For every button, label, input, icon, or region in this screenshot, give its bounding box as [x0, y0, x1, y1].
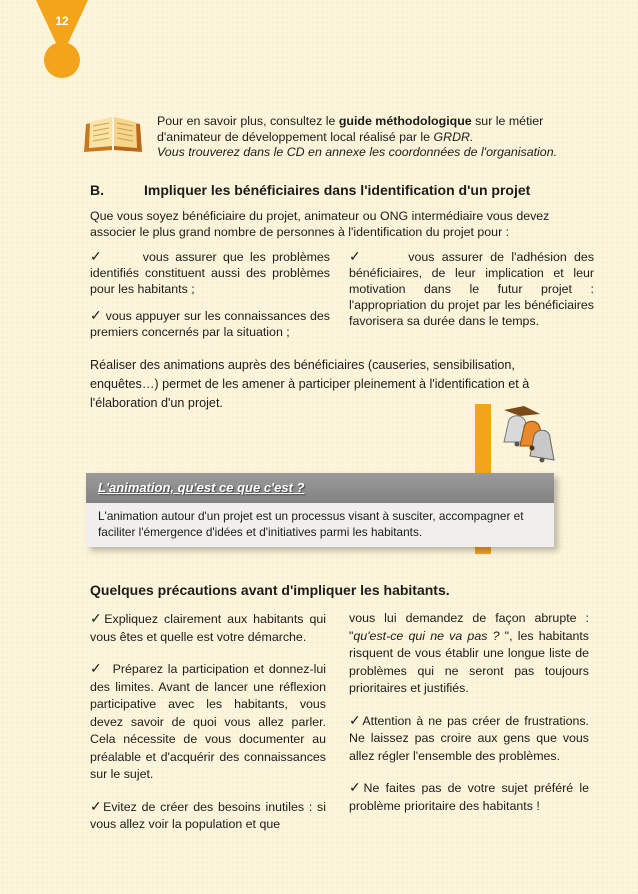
- check-icon: ✓: [90, 660, 104, 676]
- list-item: ✓ vous appuyer sur les connaissances des premiers concernés par la situation ;: [90, 307, 330, 339]
- continuation-text: vous lui demandez de façon abrupte : "qu'est-ce qui ne va pas ? ", les habitants risquent de vous établir une longue liste de problèmes qui ne seront pas toujours prioritaires et justifiés.: [349, 611, 590, 695]
- section-b-heading: [90, 182, 570, 198]
- list-item: ✓Ne faites pas de votre sujet préféré le problème prioritaire des habitants !: [349, 779, 590, 813]
- check-icon: ✓: [90, 797, 104, 814]
- precautions-heading: Quelques précautions avant d'impliquer les habitants.: [90, 582, 450, 598]
- check-icon: ✓: [349, 779, 364, 795]
- info-text: Pour en savoir plus, consultez le: [157, 114, 339, 128]
- check-icon: ✓: [90, 248, 105, 264]
- left-list: [90, 248, 330, 350]
- section-letter: B.: [90, 182, 104, 198]
- info-text: d'animateur de développement local réalisé par le: [157, 129, 434, 144]
- precautions-left: [90, 610, 326, 844]
- definition-box-body: [86, 503, 554, 547]
- check-icon: ✓: [349, 711, 363, 728]
- list-item: ✓Attention à ne pas créer de frustrations. Ne laissez pas croire aux gens que vous allez régler l'ensemble des problèmes.: [349, 711, 589, 763]
- section-intro: Que vous soyez bénéficiaire du projet, animateur ou ONG intermédiaire vous devez associer le plus grand nombre de personnes à l'identification du projet pour :: [90, 209, 550, 239]
- page-number: 12: [55, 14, 69, 28]
- list-item: ✓Evitez de créer des besoins inutiles : si vous allez voir la population et que: [90, 797, 326, 831]
- right-list: [349, 248, 594, 339]
- bells-icon: [494, 402, 564, 472]
- definition-box-text: L'animation autour d'un projet est un processus visant à susciter, accompagner et faciliter l'émergence d'idées et d'initiatives parmi les habitants.: [98, 509, 524, 539]
- info-italic-line: Vous trouverez dans le CD en annexe les coordonnées de l'organisation.: [157, 145, 558, 159]
- list-item: ✓ Préparez la participation et donnez-lui des limites. Avant de lancer une réflexion participative avec les habitants, vous devez savoir de quoi vous allez parler. Cela nécessite de vous documenter au préalable et d'acquérir des connaissances sur le sujet.: [90, 660, 326, 781]
- definition-box: [86, 473, 554, 547]
- check-icon: ✓: [349, 248, 365, 264]
- definition-box-title: L'animation, qu'est ce que c'est ?: [98, 480, 305, 495]
- list-item: ✓Expliquez clairement aux habitants qui vous êtes et quelle est votre démarche.: [90, 610, 326, 644]
- list-item: ✓ vous assurer que les problèmes identifiés constituent aussi des problèmes pour les habitants ;: [90, 248, 331, 296]
- info-note: [157, 114, 597, 161]
- info-bold-link: guide méthodologique: [338, 114, 472, 128]
- info-text: sur le métier: [471, 114, 544, 128]
- definition-box-header: [86, 473, 554, 503]
- precautions-right: [349, 610, 589, 825]
- check-icon: ✓: [90, 610, 105, 626]
- check-icon: ✓: [90, 307, 102, 323]
- section-title: Impliquer les bénéficiaires dans l'identification d'un projet: [144, 182, 531, 198]
- list-item: ✓ vous assurer de l'adhésion des bénéficiaires, de leur implication et leur motivation dans le futur projet : l'appropriation du projet par les bénéficiaires favorisera sa durée dans le temps.: [349, 248, 595, 328]
- section-paragraph: Réaliser des animations auprès des bénéficiaires (causeries, sensibilisation, enquêtes…) permet de les amener à participer pleinement à l'identification et à l'élaboration d'un projet.: [90, 358, 530, 410]
- info-italic: GRDR.: [433, 129, 474, 144]
- open-book-icon: [82, 112, 144, 154]
